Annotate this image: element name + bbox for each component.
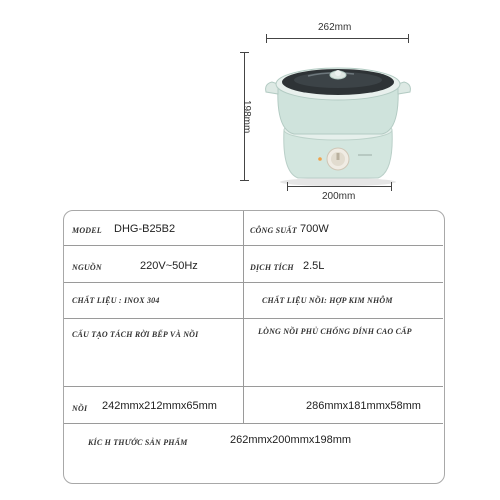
capacity-value: 2.5L xyxy=(303,260,325,272)
pot-value: 242mmx212mmx65mm xyxy=(102,400,217,412)
structure-label: CẤU TẠO TÁCH RỜI BẾP VÀ NỒI xyxy=(72,330,199,339)
base-label: 200mm xyxy=(322,191,356,202)
height-label: 198mm xyxy=(241,100,252,134)
model-label: MODEL xyxy=(72,226,102,235)
size-label: KÍC H THƯỚC SẢN PHẨM xyxy=(88,438,188,447)
capacity-label: DỊCH TÍCH xyxy=(250,263,294,272)
product-image xyxy=(258,38,418,188)
source-label: NGUỒN xyxy=(72,263,102,272)
power-value: 700W xyxy=(300,223,329,235)
coating-label: LÒNG NỒI PHỦ CHỐNG DÍNH CAO CẤP xyxy=(258,327,412,336)
size-value: 262mmx200mmx198mm xyxy=(230,434,352,446)
pot-material-label: CHẤT LIỆU NỒI: HỢP KIM NHÔM xyxy=(262,296,393,305)
source-value: 220V~50Hz xyxy=(140,260,198,272)
material-label: CHẤT LIỆU : INOX 304 xyxy=(72,296,160,305)
pot-value-2: 286mmx181mmx58mm xyxy=(306,400,421,412)
power-label: CÔNG SUẤT xyxy=(250,226,297,235)
pot-label: NỒI xyxy=(72,404,88,413)
width-label: 262mm xyxy=(318,22,352,33)
hotpot-illustration xyxy=(258,38,418,188)
model-value: DHG-B25B2 xyxy=(114,223,176,235)
